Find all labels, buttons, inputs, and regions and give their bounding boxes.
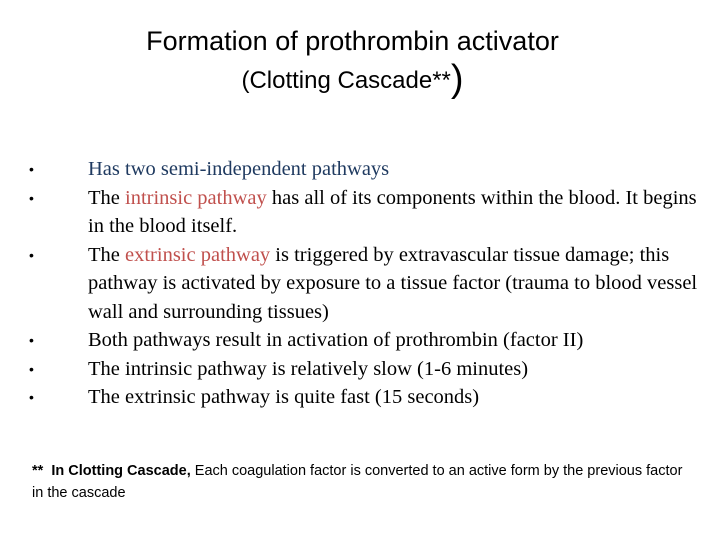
bullet-dot-icon: • — [29, 360, 34, 377]
bullet-highlight-intrinsic: intrinsic pathway — [125, 186, 267, 209]
bullet-item — [0, 355, 698, 384]
title-close-paren: ) — [450, 58, 464, 100]
bullet-dot-icon: • — [29, 161, 34, 177]
bullet-item — [0, 383, 698, 412]
bullet-dot-icon: • — [29, 332, 34, 348]
bullet-item — [0, 326, 698, 355]
slide-title — [0, 22, 705, 100]
bullet-text: Both pathways result in activation of prothrombin (factor II) — [88, 329, 584, 351]
bullet-highlight-extrinsic: extrinsic pathway — [125, 243, 271, 266]
bullet-prefix: The — [88, 243, 125, 266]
bullet-dot-icon: • — [29, 189, 34, 206]
bullet-item — [0, 155, 698, 184]
title-line-2-text: (Clotting Cascade** — [241, 67, 451, 94]
footnote-marker: ** — [32, 463, 44, 479]
bullet-text: The intrinsic pathway is relatively slow (1-6 minutes) — [88, 357, 529, 380]
bullet-dot-icon: • — [29, 246, 34, 263]
bullet-text: Has two semi-independent pathways — [88, 158, 390, 180]
bullet-dot-icon: • — [29, 389, 34, 405]
bullet-list — [0, 155, 720, 412]
bullet-item — [0, 241, 698, 327]
footnote-text: Each coagulation factor is converted to an active form by the previous factor in the cascade — [32, 463, 683, 501]
bullet-text: The extrinsic pathway is quite fast (15 seconds) — [88, 386, 480, 408]
bullet-suffix: has all of its components within the blood. It begins in the blood itself. — [88, 186, 697, 237]
bullet-prefix: The — [88, 186, 125, 209]
footnote-bold: In Clotting Cascade, — [51, 463, 191, 479]
bullet-suffix: is triggered by extravascular tissue damage; this pathway is activated by exposure to a tissue factor (trauma to blood vessel wall and surrounding tissues) — [88, 243, 698, 323]
title-line-2 — [0, 60, 705, 100]
bullet-item — [0, 184, 698, 241]
footnote — [32, 460, 692, 504]
title-line-1: Formation of prothrombin activator — [146, 26, 559, 56]
